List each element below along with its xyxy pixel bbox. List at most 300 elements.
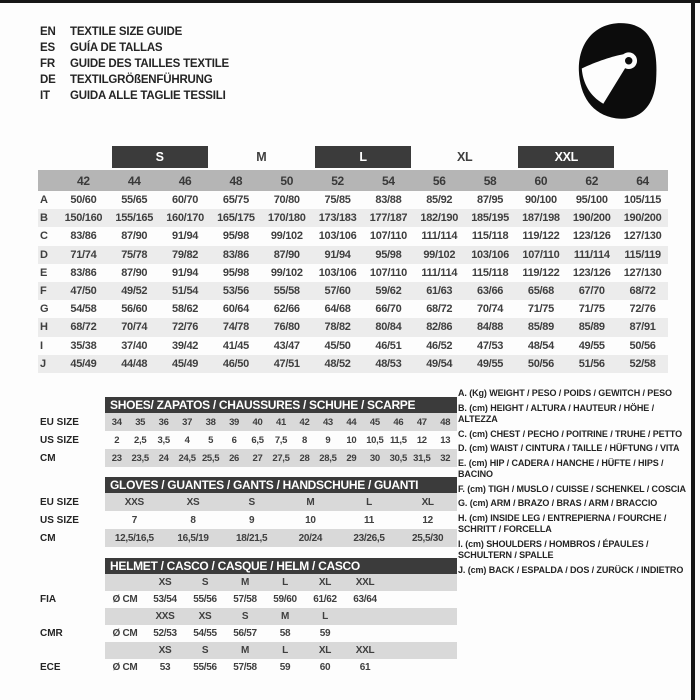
size-group-m: M (256, 150, 267, 164)
size-column-42: 42 (77, 173, 90, 188)
size-value: 75/78 (121, 248, 148, 261)
size-value: 177/187 (369, 212, 408, 225)
gloves-row-values (105, 529, 457, 547)
language-code: FR (40, 58, 55, 70)
helmet-size-label: M (280, 611, 290, 622)
shoes-value: 41 (276, 416, 286, 428)
racing-helmet-icon (572, 18, 660, 124)
shoes-row-label: US SIZE (40, 434, 79, 446)
row-label: G (40, 303, 49, 316)
size-value: 70/74 (121, 321, 148, 334)
helmet-size-label: M (240, 577, 250, 588)
shoes-value: 46 (393, 416, 404, 428)
size-value: 103/106 (318, 230, 357, 243)
gloves-rows (40, 493, 457, 547)
helmet-value: 59 (319, 628, 331, 639)
helmet-value: 52/53 (153, 628, 177, 639)
helmet-section (40, 558, 457, 676)
size-value: 70/80 (273, 194, 300, 207)
size-value: 47/53 (477, 339, 504, 352)
helmet-row-fia (40, 591, 457, 608)
size-value: 111/114 (421, 230, 458, 243)
size-group-spacer (617, 146, 668, 168)
size-value: 107/110 (369, 230, 407, 243)
helmet-size-label: XL (318, 645, 332, 656)
helmet-row-values (105, 659, 457, 676)
helmet-size-label: XXL (355, 645, 375, 656)
shoes-value: 26 (229, 452, 240, 464)
size-value: 60/70 (172, 194, 199, 207)
size-value: 95/98 (222, 230, 249, 243)
shoes-row-eu-size (40, 413, 457, 431)
size-value: 55/65 (121, 194, 148, 207)
size-value: 99/102 (270, 266, 303, 279)
size-value: 51/54 (172, 285, 199, 298)
size-value: 68/72 (70, 321, 97, 334)
shoes-value: 34 (111, 416, 122, 428)
size-value: 65/75 (222, 194, 249, 207)
measure-row-b (38, 209, 668, 227)
size-value: 85/89 (527, 321, 554, 334)
size-value: 54/58 (70, 303, 97, 316)
size-value: 119/122 (522, 266, 560, 279)
size-value: 60/64 (222, 303, 249, 316)
size-value: 83/86 (70, 230, 97, 243)
gloves-value: 16,5/19 (177, 532, 209, 544)
size-value: 95/98 (375, 248, 402, 261)
shoes-value: 32 (440, 452, 451, 464)
size-value: 83/86 (222, 248, 249, 261)
helmet-size-label (345, 608, 385, 625)
helmet-spacer-cell (385, 591, 457, 608)
size-group-spacer (38, 146, 109, 168)
helmet-value: 55/56 (193, 662, 217, 673)
size-value: 44/48 (121, 357, 148, 370)
size-value: 111/114 (573, 248, 610, 261)
size-value: 66/70 (375, 303, 402, 316)
helmet-row-cmr (40, 625, 457, 642)
size-value: 115/118 (471, 230, 509, 243)
size-value: 72/76 (172, 321, 199, 334)
shoes-value: 27,5 (272, 452, 290, 464)
size-value: 76/80 (273, 321, 300, 334)
size-value: 45/49 (70, 357, 97, 370)
shoes-section (40, 397, 457, 467)
language-code: DE (40, 74, 56, 86)
size-value: 71/74 (70, 248, 97, 261)
size-column-48: 48 (229, 173, 243, 188)
row-label: J (40, 357, 46, 370)
shoes-value: 11,5 (389, 434, 407, 446)
size-value: 79/82 (172, 248, 199, 261)
size-value: 35/38 (70, 339, 97, 352)
size-value: 190/200 (623, 212, 662, 225)
measure-row-g (38, 300, 668, 318)
shoes-row-cm (40, 449, 457, 467)
row-label: E (40, 266, 48, 279)
size-value: 87/90 (121, 230, 148, 243)
helmet-row-values (105, 625, 457, 642)
language-code: EN (40, 26, 56, 38)
shoes-value: 44 (346, 416, 357, 428)
gloves-value: 12 (422, 514, 433, 526)
helmet-title: HELMET / CASCO / CASQUE / HELM / CASCO (105, 558, 457, 574)
size-value: 83/88 (375, 194, 402, 207)
gloves-value: 25,5/30 (412, 532, 444, 544)
size-value: 83/86 (70, 266, 97, 279)
helmet-size-label: XS (198, 611, 212, 622)
shoes-value: 47 (416, 416, 427, 428)
gloves-value: 9 (249, 514, 255, 526)
main-size-table (38, 146, 668, 373)
shoes-value: 6,5 (251, 434, 264, 446)
size-value: 91/94 (172, 230, 199, 243)
measure-row-a (38, 191, 668, 209)
size-value: 48/53 (375, 357, 402, 370)
shoes-value: 30,5 (389, 452, 407, 464)
helmet-value: 60 (319, 662, 331, 673)
shoes-value: 6 (231, 434, 237, 446)
size-value: 78/82 (324, 321, 351, 334)
size-value: 70/74 (477, 303, 504, 316)
size-value: 71/75 (527, 303, 554, 316)
gloves-title: GLOVES / GUANTES / GANTS / HANDSCHUHE / GUANTI (105, 477, 457, 493)
measure-row-f (38, 282, 668, 300)
size-value: 111/114 (421, 266, 458, 279)
size-value: 103/106 (318, 266, 357, 279)
size-value: 53/56 (222, 285, 249, 298)
shoes-value: 2,5 (134, 434, 147, 446)
size-value: 95/98 (222, 266, 249, 279)
gloves-row-label: EU SIZE (40, 496, 79, 508)
size-value: 37/40 (121, 339, 148, 352)
size-value: 103/106 (471, 248, 509, 261)
size-value: 46/51 (375, 339, 402, 352)
size-value: 64/68 (324, 303, 351, 316)
gloves-value: 11 (364, 514, 374, 526)
size-value: 91/94 (172, 266, 199, 279)
helmet-row-ece (40, 659, 457, 676)
gloves-row-us-size (40, 511, 457, 529)
row-label: C (40, 230, 48, 243)
size-value: 182/190 (420, 212, 459, 225)
shoes-value: 2 (114, 434, 120, 446)
helmet-row-values (105, 608, 457, 625)
shoes-row-label: CM (40, 452, 56, 464)
shoes-value: 39 (229, 416, 240, 428)
shoes-value: 13 (440, 434, 451, 446)
language-row-de (40, 72, 229, 88)
size-value: 49/55 (578, 339, 605, 352)
size-value: 123/126 (572, 266, 611, 279)
helmet-row-label: ECE (40, 662, 61, 673)
size-value: 99/102 (423, 248, 456, 261)
helmet-value: 57/58 (233, 594, 257, 605)
size-value: 68/72 (629, 285, 656, 298)
size-value: 80/84 (375, 321, 402, 334)
gloves-value: 18/21,5 (236, 532, 268, 544)
helmet-value: 61/62 (313, 594, 337, 605)
size-column-58: 58 (483, 173, 497, 188)
row-label: I (40, 339, 43, 352)
size-value: 187/198 (522, 212, 560, 225)
size-column-46: 46 (178, 173, 192, 188)
size-group-xxl: XXL (518, 146, 614, 168)
helmet-spacer-cell (385, 625, 457, 642)
helmet-size-label (105, 574, 145, 591)
shoes-value: 3,5 (157, 434, 170, 446)
shoes-value: 10,5 (366, 434, 384, 446)
right-border-line (691, 0, 695, 700)
gloves-value: 20/24 (298, 532, 323, 544)
shoes-row-us-size (40, 431, 457, 449)
size-value: 57/60 (324, 285, 351, 298)
shoes-value: 35 (135, 416, 146, 428)
helmet-spacer-cell (385, 642, 457, 659)
size-value: 95/100 (575, 194, 608, 207)
shoes-value: 23 (111, 452, 122, 464)
size-value: 63/66 (477, 285, 504, 298)
helmet-row-label (40, 608, 105, 625)
shoes-value: 37 (182, 416, 193, 428)
helmet-value: 55/56 (193, 594, 217, 605)
helmet-row-label: FIA (40, 594, 57, 605)
language-list (40, 24, 229, 104)
legend-item-e: E. (cm) HIP / CADERA / HANCHE / HÜFTE / HIPS / BACINO (458, 457, 664, 479)
shoes-value: 7,5 (274, 434, 288, 446)
helmet-row-values (105, 642, 457, 659)
shoes-value: 45 (369, 416, 380, 428)
row-label: H (40, 321, 48, 334)
shoes-value: 30 (369, 452, 380, 464)
gloves-value: S (248, 496, 255, 508)
gloves-value: 8 (190, 514, 196, 526)
helmet-row-values (105, 574, 457, 591)
shoes-value: 43 (322, 416, 333, 428)
size-value: 115/119 (624, 248, 661, 261)
size-value: 105/115 (624, 194, 662, 207)
helmet-value (345, 625, 385, 642)
legend-item-g: G. (cm) ARM / BRAZO / BRAS / ARM / BRACCIO (458, 498, 658, 508)
shoes-row-values (105, 413, 457, 431)
legend-item-b: B. (cm) HEIGHT / ALTURA / HAUTEUR / HÖHE / ALTEZZA (458, 402, 654, 424)
helmet-row-label (40, 642, 105, 659)
size-value: 67/70 (578, 285, 605, 298)
shoes-value: 31,5 (413, 452, 431, 464)
helmet-size-label: XXL (355, 577, 375, 588)
gloves-row-label: US SIZE (40, 514, 79, 526)
shoes-value: 24 (158, 452, 169, 464)
size-value: 49/55 (477, 357, 504, 370)
helmet-value: 59 (279, 662, 291, 673)
size-value: 65/68 (527, 285, 554, 298)
helmet-value: 53/54 (153, 594, 177, 605)
gloves-section (40, 477, 457, 547)
size-value: 50/56 (527, 357, 554, 370)
helmet-row-label: CMR (40, 628, 63, 639)
size-value: 56/60 (121, 303, 148, 316)
helmet-spacer-cell (385, 574, 457, 591)
size-group-xl: XL (456, 150, 473, 164)
helmet-value: 57/58 (233, 662, 257, 673)
size-column-62: 62 (585, 173, 599, 188)
shoes-value: 40 (252, 416, 263, 428)
shoes-value: 4 (184, 434, 190, 446)
language-row-it (40, 88, 229, 104)
size-value: 45/50 (324, 339, 351, 352)
legend-item-f: F. (cm) TIGH / MUSLO / CUISSE / SCHENKEL / COSCIA (458, 483, 686, 494)
helmet-size-label: L (282, 577, 288, 588)
helmet-size-label: L (322, 611, 328, 622)
size-column-56: 56 (432, 173, 446, 188)
size-value: 39/42 (172, 339, 199, 352)
helmet-value: 63/64 (353, 594, 377, 605)
gloves-value: 10 (305, 514, 316, 526)
size-group-header-row (38, 146, 668, 170)
size-value: 123/126 (572, 230, 611, 243)
helmet-value: 61 (359, 662, 371, 673)
size-value: 107/110 (522, 248, 560, 261)
gloves-value: 23/26,5 (353, 532, 385, 544)
size-column-54: 54 (382, 173, 395, 188)
shoes-value: 25,5 (201, 452, 220, 464)
size-value: 107/110 (369, 266, 407, 279)
helmet-size-label (105, 642, 145, 659)
helmet-size-label: XL (318, 577, 332, 588)
shoes-row-values (105, 431, 457, 449)
size-value: 58/62 (172, 303, 199, 316)
measurement-legend (458, 388, 694, 579)
size-value: 82/86 (426, 321, 453, 334)
size-column-52: 52 (331, 173, 344, 188)
size-value: 52/58 (629, 357, 656, 370)
gloves-value: XL (421, 496, 434, 508)
measure-row-c (38, 227, 668, 245)
helmet-rows (40, 574, 457, 676)
helmet-row-values (105, 591, 457, 608)
gloves-value: XXS (124, 496, 144, 508)
size-value: 62/66 (273, 303, 300, 316)
gloves-row-cm (40, 529, 457, 547)
size-value: 47/50 (70, 285, 97, 298)
legend-item-j: J. (cm) BACK / ESPALDA / DOS / ZURÜCK / INDIETRO (458, 564, 684, 575)
shoes-value: 29 (346, 452, 357, 464)
size-value: 165/175 (217, 212, 255, 225)
helmet-value: 53 (159, 662, 171, 673)
helmet-spacer-cell (385, 659, 457, 676)
shoes-row-values (105, 449, 457, 467)
gloves-value: 12,5/16,5 (114, 532, 154, 544)
gloves-value: XS (186, 496, 200, 508)
size-value: 173/183 (318, 212, 357, 225)
size-value: 46/50 (222, 357, 249, 370)
size-column-64: 64 (636, 173, 649, 188)
size-value: 160/170 (166, 212, 204, 225)
size-value: 49/52 (121, 285, 148, 298)
size-column-50: 50 (280, 173, 294, 188)
size-value: 49/54 (426, 357, 453, 370)
size-value: 59/62 (375, 285, 402, 298)
helmet-value: Ø CM (112, 594, 138, 605)
top-border-line (0, 0, 700, 3)
size-value: 91/94 (324, 248, 351, 261)
size-value: 71/75 (578, 303, 605, 316)
language-row-es (40, 40, 229, 56)
size-value: 50/56 (629, 339, 656, 352)
size-value: 50/60 (70, 194, 97, 207)
size-value: 84/88 (477, 321, 504, 334)
shoes-value: 10 (346, 434, 357, 446)
language-label: TEXTILGRÖßENFÜHRUNG (70, 74, 213, 86)
helmet-value: 56/57 (233, 628, 257, 639)
measure-row-h (38, 318, 668, 336)
gloves-row-values (105, 511, 457, 529)
language-code: ES (40, 42, 55, 54)
shoes-value: 8 (301, 434, 307, 446)
shoes-value: 24,5 (178, 452, 196, 464)
helmet-size-label: S (241, 611, 249, 622)
size-value: 127/130 (623, 230, 662, 243)
helmet-sizes-row (40, 642, 457, 659)
shoes-value: 23,5 (131, 452, 149, 464)
size-value: 127/130 (623, 266, 662, 279)
size-value: 45/49 (172, 357, 199, 370)
language-code: IT (40, 90, 50, 102)
row-label: A (40, 194, 48, 207)
helmet-size-label: XXS (155, 611, 175, 622)
size-value: 87/90 (273, 248, 300, 261)
size-value: 41/45 (222, 339, 249, 352)
language-row-fr (40, 56, 229, 72)
language-label: GUIDE DES TAILLES TEXTILE (70, 58, 229, 70)
helmet-value: Ø CM (112, 628, 138, 639)
helmet-value: 54/55 (193, 628, 217, 639)
legend-item-h: H. (cm) INSIDE LEG / ENTREPIERNA / FOURCHE / SCHRITT / FORCELLA (458, 512, 667, 534)
size-value: 72/76 (629, 303, 656, 316)
language-label: TEXTILE SIZE GUIDE (70, 26, 183, 38)
helmet-size-label: S (201, 577, 209, 588)
helmet-sizes-row (40, 608, 457, 625)
measure-row-i (38, 337, 668, 355)
row-label-spacer (38, 170, 58, 191)
gloves-value: M (306, 496, 315, 508)
gloves-value: 7 (131, 514, 137, 526)
shoes-value: 42 (299, 416, 310, 428)
row-label: B (40, 212, 48, 225)
size-value: 150/160 (64, 212, 103, 225)
size-group-s: S (112, 146, 208, 168)
shoes-title: SHOES/ ZAPATOS / CHAUSSURES / SCHUHE / SCARPE (105, 397, 457, 413)
size-value: 87/91 (629, 321, 656, 334)
size-value: 170/180 (267, 212, 306, 225)
gloves-row-eu-size (40, 493, 457, 511)
legend-item-d: D. (cm) WAIST / CINTURA / TAILLE / HÜFTUNG / VITA (458, 443, 680, 453)
size-value: 48/52 (324, 357, 351, 370)
helmet-size-label: S (201, 645, 209, 656)
size-value: 46/52 (426, 339, 453, 352)
shoes-value: 48 (440, 416, 451, 428)
language-label: GUÍA DE TALLAS (70, 42, 163, 54)
shoes-value: 36 (158, 416, 169, 428)
gloves-row-label: CM (40, 532, 56, 544)
measure-row-e (38, 264, 668, 282)
language-row-en (40, 24, 229, 40)
size-column-44: 44 (127, 173, 141, 188)
helmet-value: 59/60 (273, 594, 297, 605)
shoes-value: 5 (208, 434, 214, 446)
size-value: 43/47 (273, 339, 300, 352)
legend-item-a: A. (Kg) WEIGHT / PESO / POIDS / GEWITCH / PESO (458, 388, 672, 398)
